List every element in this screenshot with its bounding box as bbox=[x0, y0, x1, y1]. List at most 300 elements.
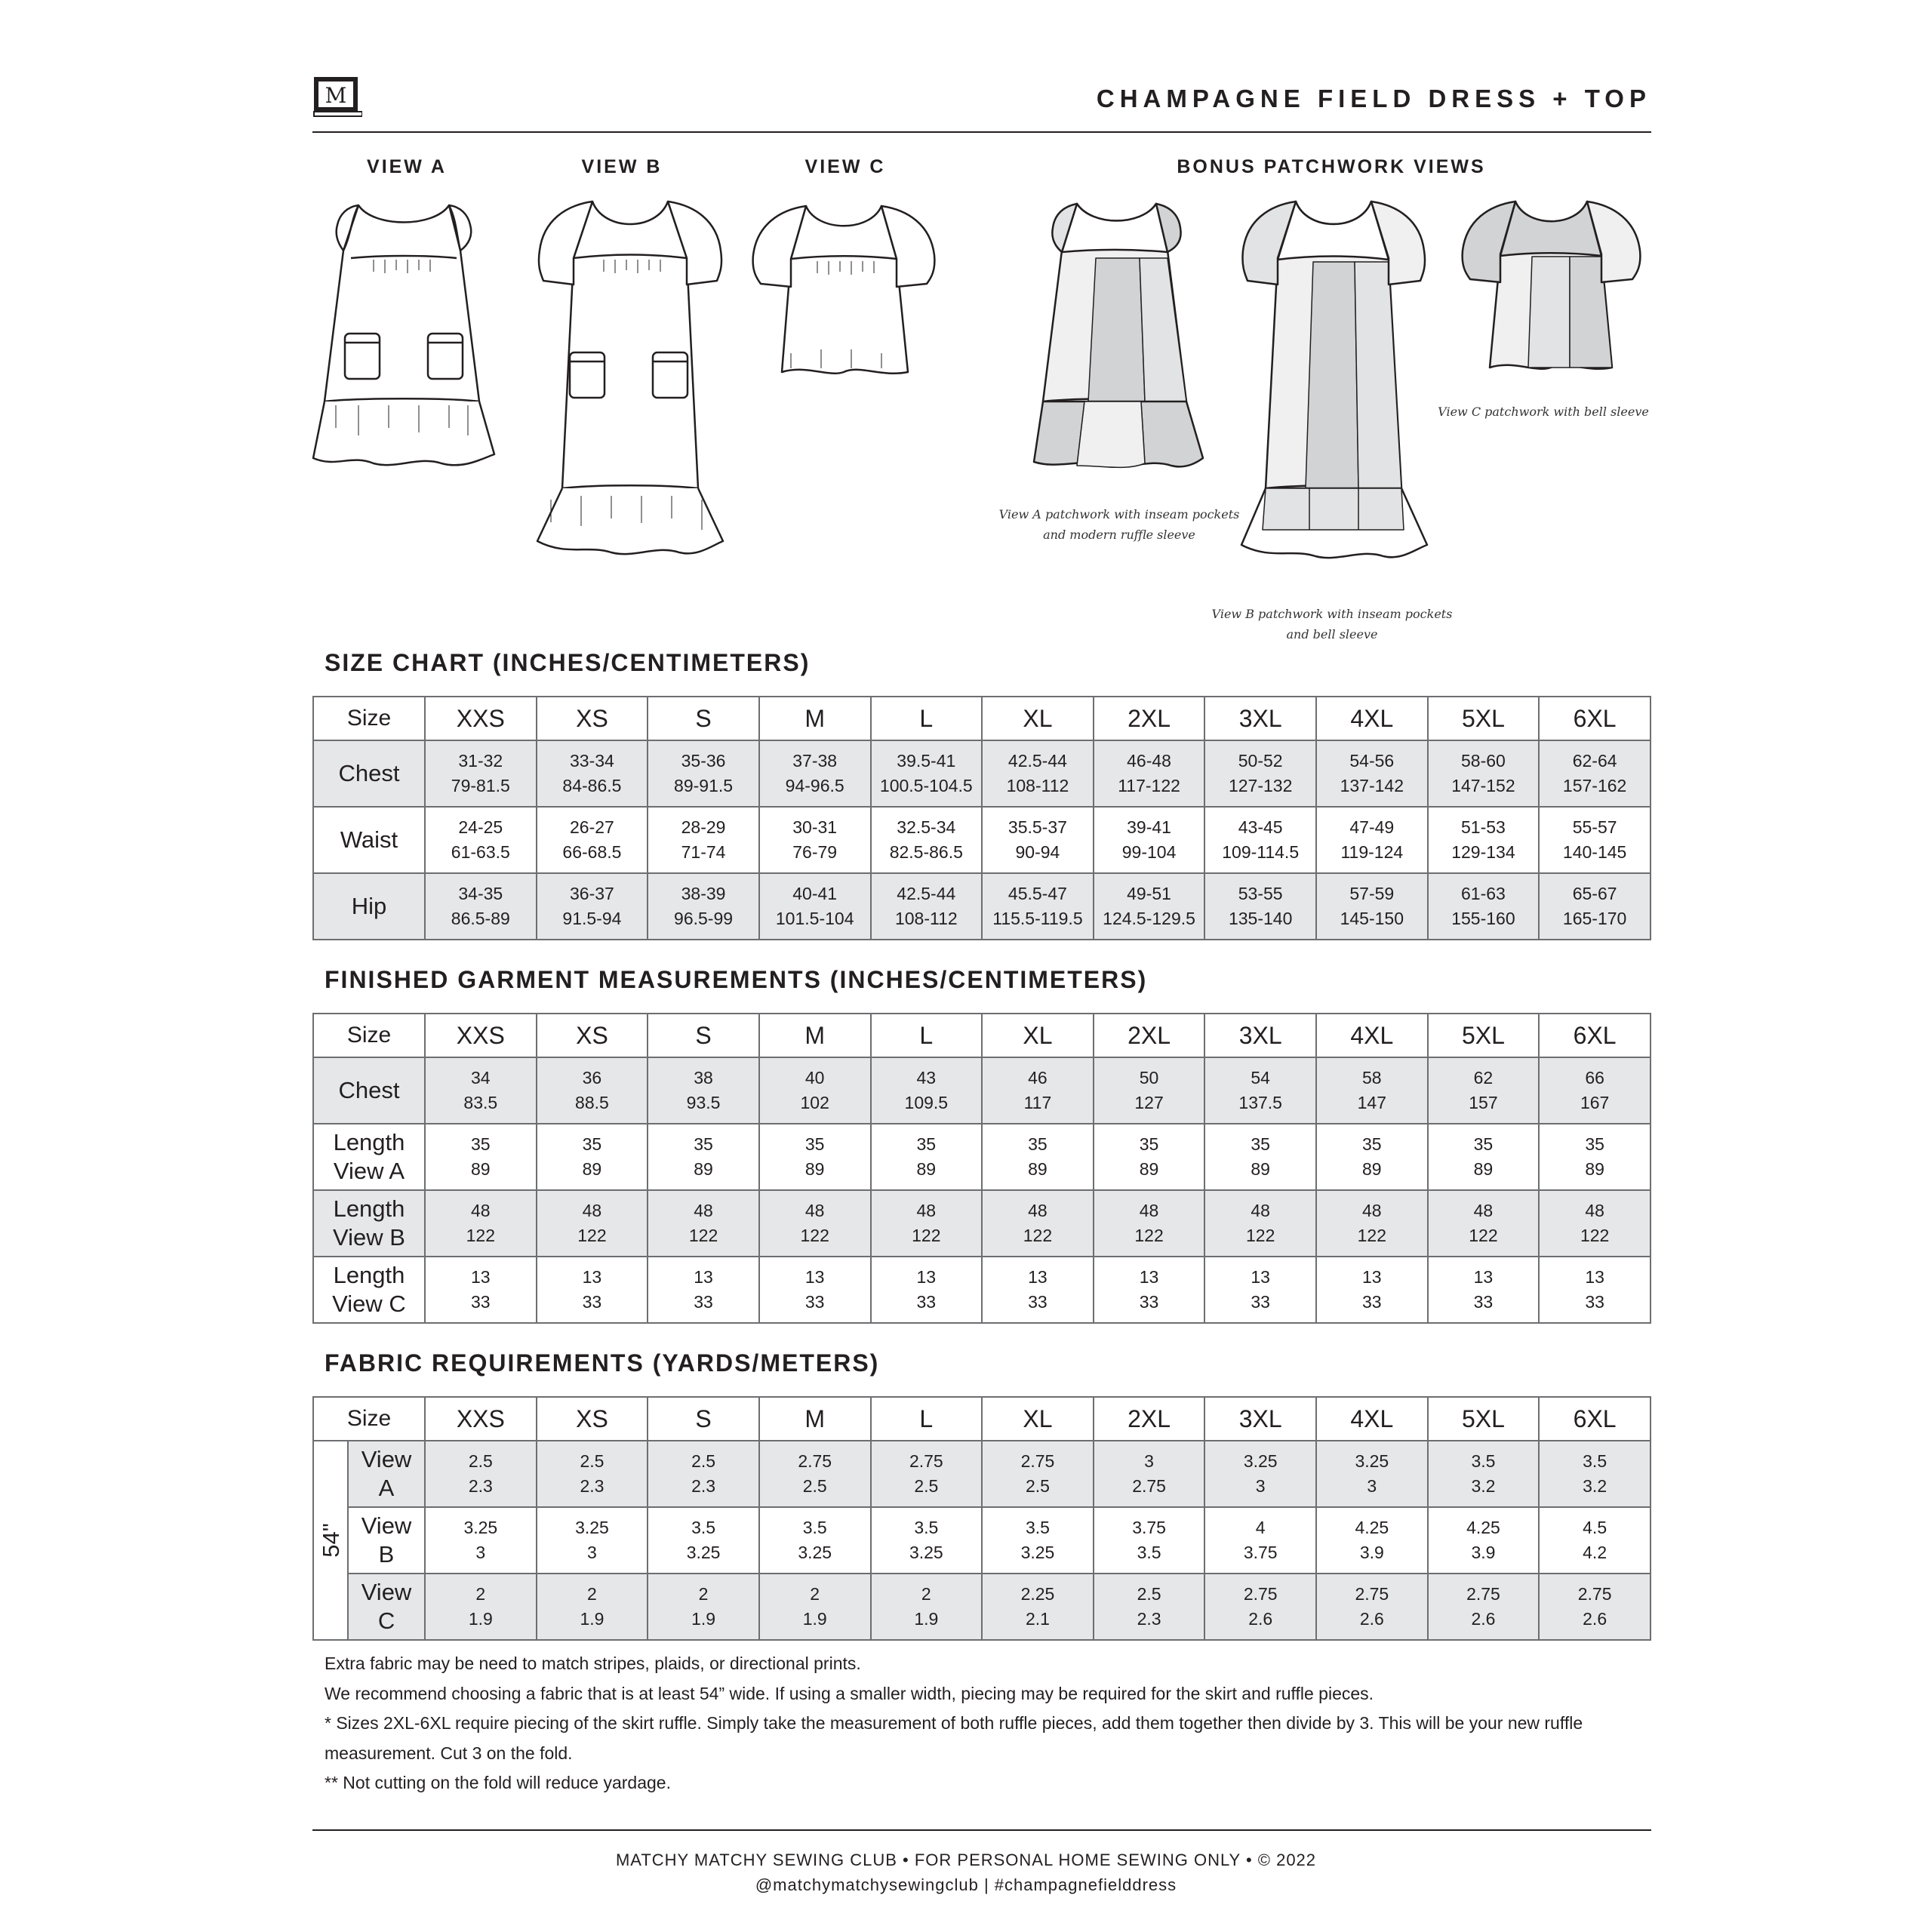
value-cell bbox=[982, 740, 1094, 807]
row-label bbox=[313, 1190, 425, 1257]
value-cell bbox=[759, 1057, 871, 1124]
cell-text: 1.9 bbox=[914, 1609, 939, 1629]
value-cell bbox=[1539, 1124, 1651, 1190]
cell-text: 50-52 bbox=[1238, 751, 1283, 771]
cell-text: 62-64 bbox=[1572, 751, 1617, 771]
size-header-xl bbox=[982, 1014, 1094, 1057]
cell-text: 62 bbox=[1473, 1068, 1494, 1088]
cell-text: 83.5 bbox=[463, 1093, 498, 1112]
cell-text: 34 bbox=[471, 1068, 491, 1088]
value-cell bbox=[425, 1507, 537, 1574]
size-header-2xl bbox=[1094, 1014, 1205, 1057]
cell-text: 33 bbox=[1473, 1292, 1494, 1312]
cell-text: 33 bbox=[471, 1292, 491, 1312]
svg-text:M: M bbox=[325, 83, 347, 108]
value-cell bbox=[537, 740, 648, 807]
cell-text: 3.25 bbox=[575, 1518, 609, 1537]
cell-text: 88.5 bbox=[575, 1093, 609, 1112]
value-cell bbox=[537, 807, 648, 873]
cell-text: 135-140 bbox=[1228, 909, 1293, 928]
cell-text: 122 bbox=[800, 1226, 829, 1245]
view-b-label: VIEW B bbox=[581, 156, 663, 177]
value-cell bbox=[871, 1507, 983, 1574]
cell-text: 2.5 bbox=[580, 1451, 605, 1471]
cell-text: 2.5 bbox=[691, 1451, 716, 1471]
value-cell bbox=[871, 1190, 983, 1257]
cell-text: 2 bbox=[810, 1584, 820, 1604]
value-cell bbox=[1428, 1257, 1540, 1323]
size-header-xl bbox=[982, 697, 1094, 740]
view-b-patchwork-illustration bbox=[1234, 198, 1434, 571]
cell-text: 3 bbox=[1367, 1476, 1377, 1496]
cell-text: 3.75 bbox=[1243, 1543, 1278, 1562]
row-label bbox=[313, 1124, 425, 1190]
cell-text: 89 bbox=[916, 1159, 937, 1179]
cell-text: Length bbox=[333, 1195, 405, 1222]
value-cell bbox=[1094, 873, 1205, 940]
cell-text: 89 bbox=[804, 1159, 825, 1179]
cell-text: 76-79 bbox=[792, 842, 838, 862]
cell-text: 122 bbox=[688, 1226, 718, 1245]
size-header-xxs bbox=[425, 1397, 537, 1441]
cell-text: 3.5 bbox=[1137, 1543, 1161, 1562]
cell-text: 35 bbox=[1473, 1134, 1494, 1154]
cell-text: 2XL bbox=[1128, 704, 1171, 732]
value-cell bbox=[425, 740, 537, 807]
cell-text: View bbox=[361, 1446, 412, 1472]
value-cell bbox=[759, 740, 871, 807]
cell-text: 48 bbox=[1362, 1201, 1382, 1220]
value-cell bbox=[1094, 1257, 1205, 1323]
cell-text: 2.75 bbox=[1243, 1584, 1278, 1604]
cell-text: 115.5-119.5 bbox=[992, 909, 1083, 928]
cell-text: 2.5 bbox=[1025, 1476, 1050, 1496]
cell-text: View bbox=[361, 1512, 412, 1539]
value-cell bbox=[1204, 807, 1316, 873]
cell-text: 48 bbox=[1473, 1201, 1494, 1220]
size-header-xxs bbox=[425, 697, 537, 740]
cell-text: 4.25 bbox=[1466, 1518, 1500, 1537]
cell-text: 3.2 bbox=[1471, 1476, 1496, 1496]
cell-text: 48 bbox=[582, 1201, 602, 1220]
value-cell bbox=[759, 1190, 871, 1257]
value-cell bbox=[1316, 1574, 1428, 1640]
cell-text: 109.5 bbox=[904, 1093, 949, 1112]
cell-text: 35 bbox=[1362, 1134, 1382, 1154]
value-cell bbox=[982, 807, 1094, 873]
cell-text: 13 bbox=[1251, 1267, 1270, 1287]
cell-text: 117 bbox=[1023, 1093, 1052, 1112]
row-label bbox=[348, 1574, 425, 1640]
cell-text: 3.25 bbox=[909, 1543, 943, 1562]
value-cell bbox=[537, 1057, 648, 1124]
cell-text: 33-34 bbox=[570, 751, 614, 771]
cell-text: 33 bbox=[1251, 1292, 1270, 1312]
value-cell bbox=[425, 1190, 537, 1257]
value-cell bbox=[537, 1190, 648, 1257]
cell-text: S bbox=[695, 704, 712, 732]
cell-text: 66-68.5 bbox=[562, 842, 622, 862]
cell-text: 3.25 bbox=[1243, 1451, 1278, 1471]
value-cell bbox=[537, 1257, 648, 1323]
table-row bbox=[313, 1057, 1651, 1124]
cell-text: 117-122 bbox=[1118, 776, 1180, 795]
value-cell bbox=[759, 873, 871, 940]
cell-text: 3 bbox=[1255, 1476, 1266, 1496]
cell-text: 2 bbox=[587, 1584, 597, 1604]
cell-text: 89 bbox=[1362, 1159, 1382, 1179]
fabric-requirements-title: FABRIC REQUIREMENTS (YARDS/METERS) bbox=[325, 1349, 880, 1377]
cell-text: C bbox=[377, 1607, 395, 1634]
cell-text: L bbox=[919, 1021, 934, 1049]
value-cell bbox=[425, 873, 537, 940]
cell-text: 48 bbox=[916, 1201, 937, 1220]
view-c-label: VIEW C bbox=[804, 156, 886, 177]
cell-text: 2.75 bbox=[1355, 1584, 1389, 1604]
cell-text: Size bbox=[346, 1406, 392, 1431]
value-cell bbox=[1539, 1574, 1651, 1640]
cell-text: 2.75 bbox=[1466, 1584, 1500, 1604]
cell-text: 33 bbox=[1362, 1292, 1382, 1312]
row-label bbox=[313, 740, 425, 807]
cell-text: 35 bbox=[804, 1134, 825, 1154]
cell-text: 101.5-104 bbox=[775, 909, 854, 928]
value-cell bbox=[648, 1574, 759, 1640]
cell-text: 2.6 bbox=[1471, 1609, 1496, 1629]
cell-text: 13 bbox=[694, 1267, 713, 1287]
size-header-l bbox=[871, 1397, 983, 1441]
cell-text: 46 bbox=[1028, 1068, 1048, 1088]
cell-text: 86.5-89 bbox=[451, 909, 510, 928]
value-cell bbox=[1094, 1124, 1205, 1190]
cell-text: Chest bbox=[338, 1077, 400, 1103]
cell-text: 38 bbox=[694, 1068, 713, 1088]
cell-text: 13 bbox=[1028, 1267, 1048, 1287]
cell-text: 145-150 bbox=[1340, 909, 1404, 928]
value-cell bbox=[759, 1507, 871, 1574]
cell-text: 129-134 bbox=[1451, 842, 1515, 862]
value-cell bbox=[982, 1257, 1094, 1323]
table-row bbox=[313, 1441, 1651, 1507]
value-cell bbox=[1316, 1057, 1428, 1124]
view-c-patchwork-illustration bbox=[1457, 198, 1645, 379]
value-cell bbox=[1428, 740, 1540, 807]
cell-text: 79-81.5 bbox=[451, 776, 510, 795]
cell-text: 57-59 bbox=[1349, 884, 1395, 903]
value-cell bbox=[648, 740, 759, 807]
cell-text: View B bbox=[333, 1224, 405, 1251]
cell-text: 2.75 bbox=[798, 1451, 832, 1471]
cell-text: XS bbox=[576, 704, 608, 732]
view-a-illustration bbox=[306, 198, 502, 469]
cell-text: 3.5 bbox=[802, 1518, 827, 1537]
cell-text: 38-39 bbox=[681, 884, 726, 903]
value-cell bbox=[648, 1124, 759, 1190]
footer-social: @matchymatchysewingclub | #champagnefielddress bbox=[755, 1875, 1177, 1894]
value-cell bbox=[982, 1441, 1094, 1507]
cell-text: 13 bbox=[1473, 1267, 1494, 1287]
value-cell bbox=[425, 1441, 537, 1507]
value-cell bbox=[537, 1507, 648, 1574]
value-cell bbox=[1539, 740, 1651, 807]
value-cell bbox=[871, 1124, 983, 1190]
cell-text: M bbox=[804, 1404, 826, 1432]
cell-text: 2.1 bbox=[1025, 1609, 1050, 1629]
cell-text: 2.6 bbox=[1583, 1609, 1607, 1629]
view-a-label: VIEW A bbox=[367, 156, 447, 177]
cell-text: 137.5 bbox=[1238, 1093, 1282, 1112]
caption-view-a-patchwork-line2: and modern ruffle sleeve bbox=[1043, 528, 1195, 542]
value-cell bbox=[425, 1257, 537, 1323]
size-header-5xl bbox=[1428, 1397, 1540, 1441]
cell-text: 13 bbox=[471, 1267, 491, 1287]
cell-text: 167 bbox=[1580, 1093, 1610, 1112]
size-header-6xl bbox=[1539, 697, 1651, 740]
cell-text: 2.75 bbox=[1577, 1584, 1612, 1604]
value-cell bbox=[537, 1124, 648, 1190]
cell-text: XXS bbox=[456, 704, 505, 732]
value-cell bbox=[648, 1441, 759, 1507]
value-cell bbox=[871, 1441, 983, 1507]
cell-text: 2.75 bbox=[1132, 1476, 1166, 1496]
cell-text: 89-91.5 bbox=[674, 776, 734, 795]
value-cell bbox=[1094, 1057, 1205, 1124]
cell-text: 122 bbox=[577, 1226, 607, 1245]
value-cell bbox=[1428, 1190, 1540, 1257]
cell-text: 35 bbox=[1251, 1134, 1270, 1154]
cell-text: 3.5 bbox=[691, 1518, 716, 1537]
cell-text: 51-53 bbox=[1461, 817, 1506, 837]
value-cell bbox=[648, 1057, 759, 1124]
cell-text: 3.2 bbox=[1583, 1476, 1607, 1496]
table-row bbox=[313, 1190, 1651, 1257]
cell-text: 157 bbox=[1469, 1093, 1498, 1112]
cell-text: 4.25 bbox=[1355, 1518, 1389, 1537]
size-header-xs bbox=[537, 697, 648, 740]
cell-text: 93.5 bbox=[686, 1093, 721, 1112]
size-header-xl bbox=[982, 1397, 1094, 1441]
cell-text: 3.25 bbox=[1355, 1451, 1389, 1471]
cell-text: 6XL bbox=[1573, 1404, 1617, 1432]
value-cell bbox=[1316, 740, 1428, 807]
cell-text: 3XL bbox=[1238, 704, 1282, 732]
cell-text: 155-160 bbox=[1451, 909, 1515, 928]
table-header-row bbox=[313, 1397, 1651, 1441]
table-row bbox=[313, 1124, 1651, 1190]
cell-text: 2.5 bbox=[468, 1451, 493, 1471]
cell-text: Length bbox=[333, 1129, 405, 1155]
value-cell bbox=[1539, 807, 1651, 873]
cell-text: 2.3 bbox=[1137, 1609, 1161, 1629]
size-header-5xl bbox=[1428, 697, 1540, 740]
cell-text: 122 bbox=[912, 1226, 941, 1245]
cell-text: S bbox=[695, 1021, 712, 1049]
cell-text: 71-74 bbox=[681, 842, 726, 862]
cell-text: 2.6 bbox=[1248, 1609, 1273, 1629]
size-header-6xl bbox=[1539, 1014, 1651, 1057]
size-header-xxs bbox=[425, 1014, 537, 1057]
cell-text: 37-38 bbox=[792, 751, 838, 771]
cell-text: 42.5-44 bbox=[1008, 751, 1067, 771]
cell-text: 102 bbox=[800, 1093, 829, 1112]
cell-text: 122 bbox=[1134, 1226, 1164, 1245]
cell-text: 1.9 bbox=[691, 1609, 716, 1629]
value-cell bbox=[537, 873, 648, 940]
value-cell bbox=[1539, 1507, 1651, 1574]
cell-text: 89 bbox=[1585, 1159, 1604, 1179]
size-header-m bbox=[759, 1397, 871, 1441]
row-label bbox=[313, 873, 425, 940]
cell-text: 3.25 bbox=[463, 1518, 498, 1537]
cell-text: 35 bbox=[1585, 1134, 1604, 1154]
cell-text: 122 bbox=[1469, 1226, 1498, 1245]
view-c-illustration bbox=[746, 202, 943, 383]
cell-text: 61-63 bbox=[1461, 884, 1506, 903]
cell-text: Size bbox=[346, 1023, 392, 1048]
cell-text: 2.25 bbox=[1020, 1584, 1055, 1604]
size-header-m bbox=[759, 697, 871, 740]
cell-text: 91.5-94 bbox=[562, 909, 622, 928]
value-cell bbox=[1539, 873, 1651, 940]
cell-text: 6XL bbox=[1573, 704, 1617, 732]
cell-text: 99-104 bbox=[1121, 842, 1177, 862]
value-cell bbox=[1094, 1441, 1205, 1507]
value-cell bbox=[982, 873, 1094, 940]
cell-text: 2.3 bbox=[580, 1476, 605, 1496]
cell-text: 49-51 bbox=[1127, 884, 1171, 903]
cell-text: L bbox=[919, 1404, 934, 1432]
cell-text: 2.3 bbox=[691, 1476, 716, 1496]
cell-text: 5XL bbox=[1461, 1404, 1505, 1432]
value-cell bbox=[1316, 1257, 1428, 1323]
cell-text: 48 bbox=[471, 1201, 491, 1220]
table-row bbox=[313, 873, 1651, 940]
cell-text: XXS bbox=[456, 1404, 505, 1432]
value-cell bbox=[982, 1574, 1094, 1640]
cell-text: 2.5 bbox=[802, 1476, 827, 1496]
cell-text: 3.9 bbox=[1471, 1543, 1496, 1562]
cell-text: Size bbox=[346, 706, 392, 731]
cell-text: 3XL bbox=[1238, 1021, 1282, 1049]
value-cell bbox=[648, 873, 759, 940]
value-cell bbox=[871, 1574, 983, 1640]
cell-text: A bbox=[378, 1475, 395, 1501]
cell-text: 108-112 bbox=[894, 909, 958, 928]
cell-text: 3.5 bbox=[1471, 1451, 1496, 1471]
cell-text: 147-152 bbox=[1451, 776, 1515, 795]
cell-text: 1.9 bbox=[580, 1609, 605, 1629]
cell-text: 55-57 bbox=[1572, 817, 1617, 837]
value-cell bbox=[537, 1441, 648, 1507]
cell-text: 89 bbox=[582, 1159, 602, 1179]
cell-text: 35.5-37 bbox=[1008, 817, 1067, 837]
cell-text: 96.5-99 bbox=[674, 909, 734, 928]
value-cell bbox=[1204, 1574, 1316, 1640]
cell-text: 66 bbox=[1585, 1068, 1604, 1088]
fabric-requirements-table bbox=[312, 1396, 1651, 1641]
cell-text: S bbox=[695, 1404, 712, 1432]
caption-view-a-patchwork-line1: View A patchwork with inseam pockets bbox=[998, 507, 1240, 521]
cell-text: 34-35 bbox=[458, 884, 503, 903]
cell-text: 13 bbox=[582, 1267, 602, 1287]
value-cell bbox=[759, 1257, 871, 1323]
brand-logo bbox=[312, 75, 362, 119]
cell-text: 3.5 bbox=[1025, 1518, 1050, 1537]
value-cell bbox=[759, 1574, 871, 1640]
value-cell bbox=[648, 1507, 759, 1574]
size-header-3xl bbox=[1204, 1014, 1316, 1057]
size-header-label bbox=[313, 697, 425, 740]
cell-text: 39.5-41 bbox=[897, 751, 956, 771]
cell-text: 124.5-129.5 bbox=[1103, 909, 1195, 928]
cell-text: 89 bbox=[694, 1159, 713, 1179]
fabric-width-text: 54" bbox=[317, 1523, 344, 1558]
cell-text: View C bbox=[332, 1291, 406, 1317]
value-cell bbox=[1204, 1257, 1316, 1323]
value-cell bbox=[1094, 807, 1205, 873]
cell-text: 50 bbox=[1139, 1068, 1159, 1088]
cell-text: 48 bbox=[1251, 1201, 1270, 1220]
row-label bbox=[348, 1507, 425, 1574]
cell-text: XL bbox=[1023, 704, 1053, 732]
cell-text: 43 bbox=[916, 1068, 937, 1088]
cell-text: 35 bbox=[1139, 1134, 1159, 1154]
value-cell bbox=[759, 1441, 871, 1507]
caption-view-c-patchwork: View C patchwork with bell sleeve bbox=[1438, 405, 1649, 419]
document-title: CHAMPAGNE FIELD DRESS + TOP bbox=[1096, 85, 1651, 112]
cell-text: 4 bbox=[1255, 1518, 1266, 1537]
table-row bbox=[313, 740, 1651, 807]
cell-text: L bbox=[919, 704, 934, 732]
cell-text: 58-60 bbox=[1461, 751, 1506, 771]
row-label bbox=[313, 1257, 425, 1323]
value-cell bbox=[648, 1257, 759, 1323]
size-header-4xl bbox=[1316, 1397, 1428, 1441]
value-cell bbox=[871, 1057, 983, 1124]
value-cell bbox=[1316, 873, 1428, 940]
cell-text: 165-170 bbox=[1562, 909, 1627, 928]
cell-text: 35-36 bbox=[681, 751, 726, 771]
table-header-row bbox=[313, 1014, 1651, 1057]
cell-text: 127 bbox=[1134, 1093, 1164, 1112]
cell-text: 3.5 bbox=[1583, 1451, 1607, 1471]
cell-text: 127-132 bbox=[1228, 776, 1293, 795]
size-chart-title: SIZE CHART (INCHES/CENTIMETERS) bbox=[325, 649, 811, 676]
value-cell bbox=[425, 1124, 537, 1190]
value-cell bbox=[982, 1507, 1094, 1574]
value-cell bbox=[871, 873, 983, 940]
note-fold-yardage: ** Not cutting on the fold will reduce yardage. bbox=[325, 1773, 671, 1792]
cell-text: Waist bbox=[340, 826, 398, 853]
cell-text: 33 bbox=[804, 1292, 825, 1312]
cell-text: 48 bbox=[1139, 1201, 1159, 1220]
value-cell bbox=[759, 807, 871, 873]
cell-text: 4.5 bbox=[1583, 1518, 1607, 1537]
value-cell bbox=[871, 1257, 983, 1323]
row-label bbox=[313, 807, 425, 873]
cell-text: 3 bbox=[587, 1543, 597, 1562]
value-cell bbox=[1428, 807, 1540, 873]
value-cell bbox=[982, 1057, 1094, 1124]
cell-text: 3.75 bbox=[1132, 1518, 1166, 1537]
value-cell bbox=[537, 1574, 648, 1640]
cell-text: 13 bbox=[804, 1267, 825, 1287]
cell-text: 2 bbox=[698, 1584, 709, 1604]
cell-text: 28-29 bbox=[681, 817, 726, 837]
cell-text: 2.5 bbox=[914, 1476, 939, 1496]
cell-text: 3.5 bbox=[914, 1518, 939, 1537]
cell-text: 35 bbox=[471, 1134, 491, 1154]
